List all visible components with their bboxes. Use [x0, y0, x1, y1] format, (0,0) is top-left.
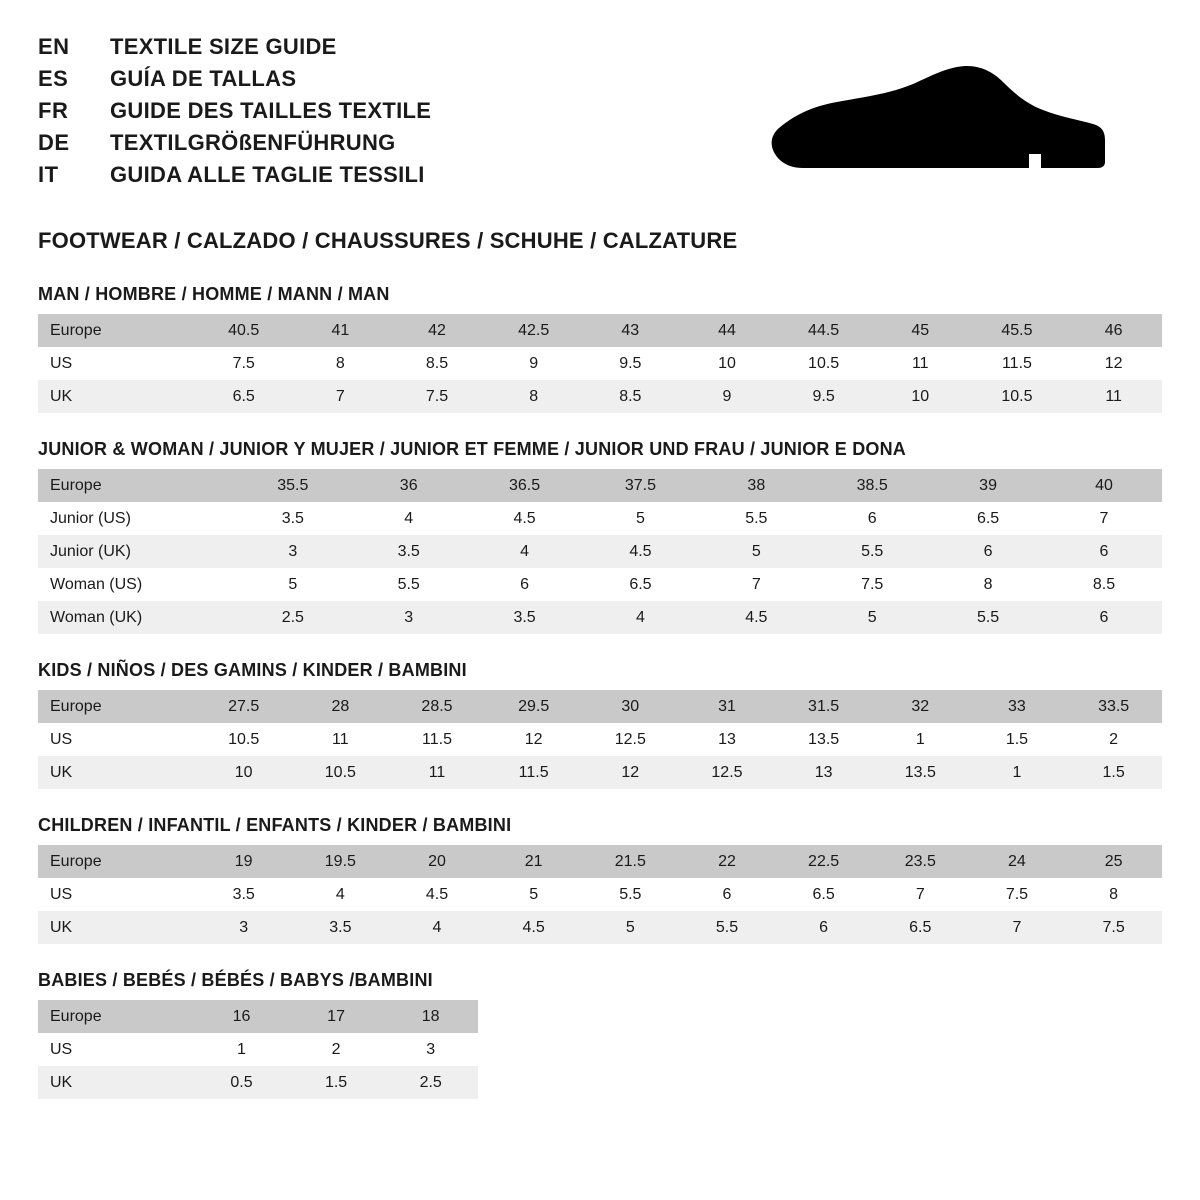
- language-code: ES: [38, 66, 69, 91]
- cell: 5: [583, 502, 699, 535]
- cell: 6: [1046, 535, 1162, 568]
- cell: 3.5: [467, 601, 583, 634]
- cell: 22: [679, 845, 776, 878]
- section-title: BABIES / BEBÉS / BÉBÉS / BABYS /BAMBINI: [38, 970, 433, 990]
- cell: 46: [1065, 314, 1162, 347]
- cell: 8: [1065, 878, 1162, 911]
- cell: 7: [292, 380, 389, 413]
- cell: 36.5: [467, 469, 583, 502]
- row-label: Europe: [38, 845, 195, 878]
- row-label: Europe: [38, 690, 195, 723]
- language-title: GUIDE DES TAILLES TEXTILE: [110, 98, 432, 123]
- cell: 8: [292, 347, 389, 380]
- cell: 2.5: [383, 1066, 478, 1099]
- cell: 20: [389, 845, 486, 878]
- cell: 44.5: [775, 314, 872, 347]
- cell: 9: [679, 380, 776, 413]
- size-table-man: [38, 314, 1162, 413]
- cell: 11.5: [389, 723, 486, 756]
- cell: 3.5: [195, 878, 292, 911]
- cell: 4.5: [485, 911, 582, 944]
- cell: 19: [195, 845, 292, 878]
- cell: 11.5: [969, 347, 1066, 380]
- cell: 6: [467, 568, 583, 601]
- cell: 7.5: [195, 347, 292, 380]
- cell: 25: [1065, 845, 1162, 878]
- header: [38, 34, 1162, 202]
- language-row: [38, 98, 431, 124]
- cell: 6.5: [872, 911, 969, 944]
- table-row: [38, 723, 1162, 756]
- table-row: [38, 1000, 478, 1033]
- cell: 2.5: [235, 601, 351, 634]
- cell: 5: [698, 535, 814, 568]
- cell: 8.5: [582, 380, 679, 413]
- table-row: [38, 845, 1162, 878]
- table-row: [38, 314, 1162, 347]
- cell: 8.5: [1046, 568, 1162, 601]
- cell: 1.5: [969, 723, 1066, 756]
- cell: 33: [969, 690, 1066, 723]
- cell: 2: [1065, 723, 1162, 756]
- cell: 12: [485, 723, 582, 756]
- language-code: DE: [38, 130, 70, 155]
- language-code: FR: [38, 98, 69, 123]
- cell: 45: [872, 314, 969, 347]
- cell: 30: [582, 690, 679, 723]
- cell: 6: [1046, 601, 1162, 634]
- cell: 9.5: [775, 380, 872, 413]
- cell: 13: [679, 723, 776, 756]
- cell: 33.5: [1065, 690, 1162, 723]
- cell: 41: [292, 314, 389, 347]
- cell: 18: [383, 1000, 478, 1033]
- cell: 13: [775, 756, 872, 789]
- cell: 43: [582, 314, 679, 347]
- cell: 0.5: [194, 1066, 289, 1099]
- cell: 24: [969, 845, 1066, 878]
- cell: 5.5: [930, 601, 1046, 634]
- cell: 6: [930, 535, 1046, 568]
- section-title: KIDS / NIÑOS / DES GAMINS / KINDER / BAMBINI: [38, 660, 467, 680]
- cell: 5: [814, 601, 930, 634]
- cell: 10.5: [195, 723, 292, 756]
- section-junior-woman: [38, 439, 1162, 634]
- row-label: Junior (UK): [38, 535, 235, 568]
- cell: 5.5: [814, 535, 930, 568]
- cell: 12.5: [582, 723, 679, 756]
- cell: 42.5: [485, 314, 582, 347]
- cell: 21.5: [582, 845, 679, 878]
- dress-shoe-icon: [752, 52, 1122, 202]
- cell: 5.5: [582, 878, 679, 911]
- table-row: [38, 911, 1162, 944]
- cell: 22.5: [775, 845, 872, 878]
- cell: 40: [1046, 469, 1162, 502]
- table-row: [38, 878, 1162, 911]
- row-label: UK: [38, 1066, 194, 1099]
- table-row: [38, 347, 1162, 380]
- size-table-kids: [38, 690, 1162, 789]
- language-code: IT: [38, 162, 59, 187]
- cell: 17: [289, 1000, 384, 1033]
- cell: 3: [351, 601, 467, 634]
- cell: 28.5: [389, 690, 486, 723]
- table-row: [38, 601, 1162, 634]
- cell: 16: [194, 1000, 289, 1033]
- table-row: [38, 469, 1162, 502]
- row-label: Woman (US): [38, 568, 235, 601]
- row-label: UK: [38, 756, 195, 789]
- row-label: US: [38, 347, 195, 380]
- cell: 8.5: [389, 347, 486, 380]
- language-title: GUÍA DE TALLAS: [110, 66, 297, 91]
- cell: 10: [195, 756, 292, 789]
- section-man: [38, 284, 1162, 413]
- section-children: [38, 815, 1162, 944]
- row-label: Junior (US): [38, 502, 235, 535]
- cell: 6.5: [775, 878, 872, 911]
- cell: 10.5: [775, 347, 872, 380]
- cell: 6.5: [583, 568, 699, 601]
- row-label: US: [38, 723, 195, 756]
- cell: 6.5: [195, 380, 292, 413]
- cell: 3.5: [351, 535, 467, 568]
- cell: 11: [1065, 380, 1162, 413]
- cell: 8: [930, 568, 1046, 601]
- cell: 38.5: [814, 469, 930, 502]
- cell: 29.5: [485, 690, 582, 723]
- cell: 1.5: [1065, 756, 1162, 789]
- cell: 13.5: [775, 723, 872, 756]
- cell: 4: [583, 601, 699, 634]
- section-title: MAN / HOMBRE / HOMME / MANN / MAN: [38, 284, 390, 304]
- cell: 19.5: [292, 845, 389, 878]
- cell: 13.5: [872, 756, 969, 789]
- cell: 7: [698, 568, 814, 601]
- cell: 11.5: [485, 756, 582, 789]
- cell: 6: [814, 502, 930, 535]
- cell: 31.5: [775, 690, 872, 723]
- cell: 9.5: [582, 347, 679, 380]
- cell: 3.5: [235, 502, 351, 535]
- section-babies: [38, 970, 1162, 1099]
- cell: 5: [485, 878, 582, 911]
- cell: 5.5: [698, 502, 814, 535]
- cell: 4.5: [698, 601, 814, 634]
- cell: 38: [698, 469, 814, 502]
- cell: 4.5: [467, 502, 583, 535]
- language-title: TEXTILE SIZE GUIDE: [110, 34, 337, 59]
- cell: 4: [351, 502, 467, 535]
- cell: 10: [679, 347, 776, 380]
- cell: 2: [289, 1033, 384, 1066]
- cell: 5: [582, 911, 679, 944]
- cell: 4: [467, 535, 583, 568]
- cell: 21: [485, 845, 582, 878]
- cell: 6.5: [930, 502, 1046, 535]
- cell: 40.5: [195, 314, 292, 347]
- cell: 3.5: [292, 911, 389, 944]
- cell: 4.5: [389, 878, 486, 911]
- cell: 10: [872, 380, 969, 413]
- cell: 6: [775, 911, 872, 944]
- cell: 7.5: [1065, 911, 1162, 944]
- cell: 8: [485, 380, 582, 413]
- cell: 1: [194, 1033, 289, 1066]
- cell: 45.5: [969, 314, 1066, 347]
- cell: 3: [195, 911, 292, 944]
- language-row: [38, 130, 431, 156]
- cell: 7.5: [969, 878, 1066, 911]
- language-title: TEXTILGRÖßENFÜHRUNG: [110, 130, 396, 155]
- cell: 12: [1065, 347, 1162, 380]
- language-code: EN: [38, 34, 70, 59]
- cell: 4: [389, 911, 486, 944]
- table-row: [38, 756, 1162, 789]
- cell: 7: [1046, 502, 1162, 535]
- cell: 10.5: [292, 756, 389, 789]
- cell: 7: [969, 911, 1066, 944]
- cell: 37.5: [583, 469, 699, 502]
- table-row: [38, 690, 1162, 723]
- cell: 6: [679, 878, 776, 911]
- cell: 11: [389, 756, 486, 789]
- table-row: [38, 535, 1162, 568]
- cell: 27.5: [195, 690, 292, 723]
- cell: 10.5: [969, 380, 1066, 413]
- cell: 12.5: [679, 756, 776, 789]
- cell: 32: [872, 690, 969, 723]
- cell: 12: [582, 756, 679, 789]
- row-label: Europe: [38, 469, 235, 502]
- section-title: CHILDREN / INFANTIL / ENFANTS / KINDER / BAMBINI: [38, 815, 512, 835]
- table-row: [38, 1033, 478, 1066]
- cell: 1: [969, 756, 1066, 789]
- row-label: US: [38, 878, 195, 911]
- size-table-children: [38, 845, 1162, 944]
- cell: 7: [872, 878, 969, 911]
- cell: 42: [389, 314, 486, 347]
- cell: 7.5: [814, 568, 930, 601]
- cell: 1.5: [289, 1066, 384, 1099]
- cell: 11: [292, 723, 389, 756]
- size-table-junior-woman: [38, 469, 1162, 634]
- language-title: GUIDA ALLE TAGLIE TESSILI: [110, 162, 425, 187]
- cell: 9: [485, 347, 582, 380]
- language-title-list: [38, 34, 431, 194]
- row-label: US: [38, 1033, 194, 1066]
- table-row: [38, 502, 1162, 535]
- language-row: [38, 66, 431, 92]
- row-label: Europe: [38, 1000, 194, 1033]
- table-row: [38, 380, 1162, 413]
- cell: 4.5: [583, 535, 699, 568]
- cell: 1: [872, 723, 969, 756]
- footwear-heading: FOOTWEAR / CALZADO / CHAUSSURES / SCHUHE / CALZATURE: [38, 228, 738, 253]
- cell: 3: [235, 535, 351, 568]
- cell: 7.5: [389, 380, 486, 413]
- cell: 44: [679, 314, 776, 347]
- table-row: [38, 1066, 478, 1099]
- cell: 28: [292, 690, 389, 723]
- section-title: JUNIOR & WOMAN / JUNIOR Y MUJER / JUNIOR ET FEMME / JUNIOR UND FRAU / JUNIOR E DONA: [38, 439, 907, 459]
- cell: 36: [351, 469, 467, 502]
- row-label: UK: [38, 380, 195, 413]
- cell: 31: [679, 690, 776, 723]
- language-row: [38, 162, 431, 188]
- cell: 5: [235, 568, 351, 601]
- language-row: [38, 34, 431, 60]
- cell: 11: [872, 347, 969, 380]
- section-kids: [38, 660, 1162, 789]
- cell: 23.5: [872, 845, 969, 878]
- cell: 5.5: [679, 911, 776, 944]
- size-table-babies: [38, 1000, 478, 1099]
- row-label: UK: [38, 911, 195, 944]
- cell: 3: [383, 1033, 478, 1066]
- cell: 5.5: [351, 568, 467, 601]
- table-row: [38, 568, 1162, 601]
- row-label: Woman (UK): [38, 601, 235, 634]
- cell: 4: [292, 878, 389, 911]
- row-label: Europe: [38, 314, 195, 347]
- cell: 39: [930, 469, 1046, 502]
- cell: 35.5: [235, 469, 351, 502]
